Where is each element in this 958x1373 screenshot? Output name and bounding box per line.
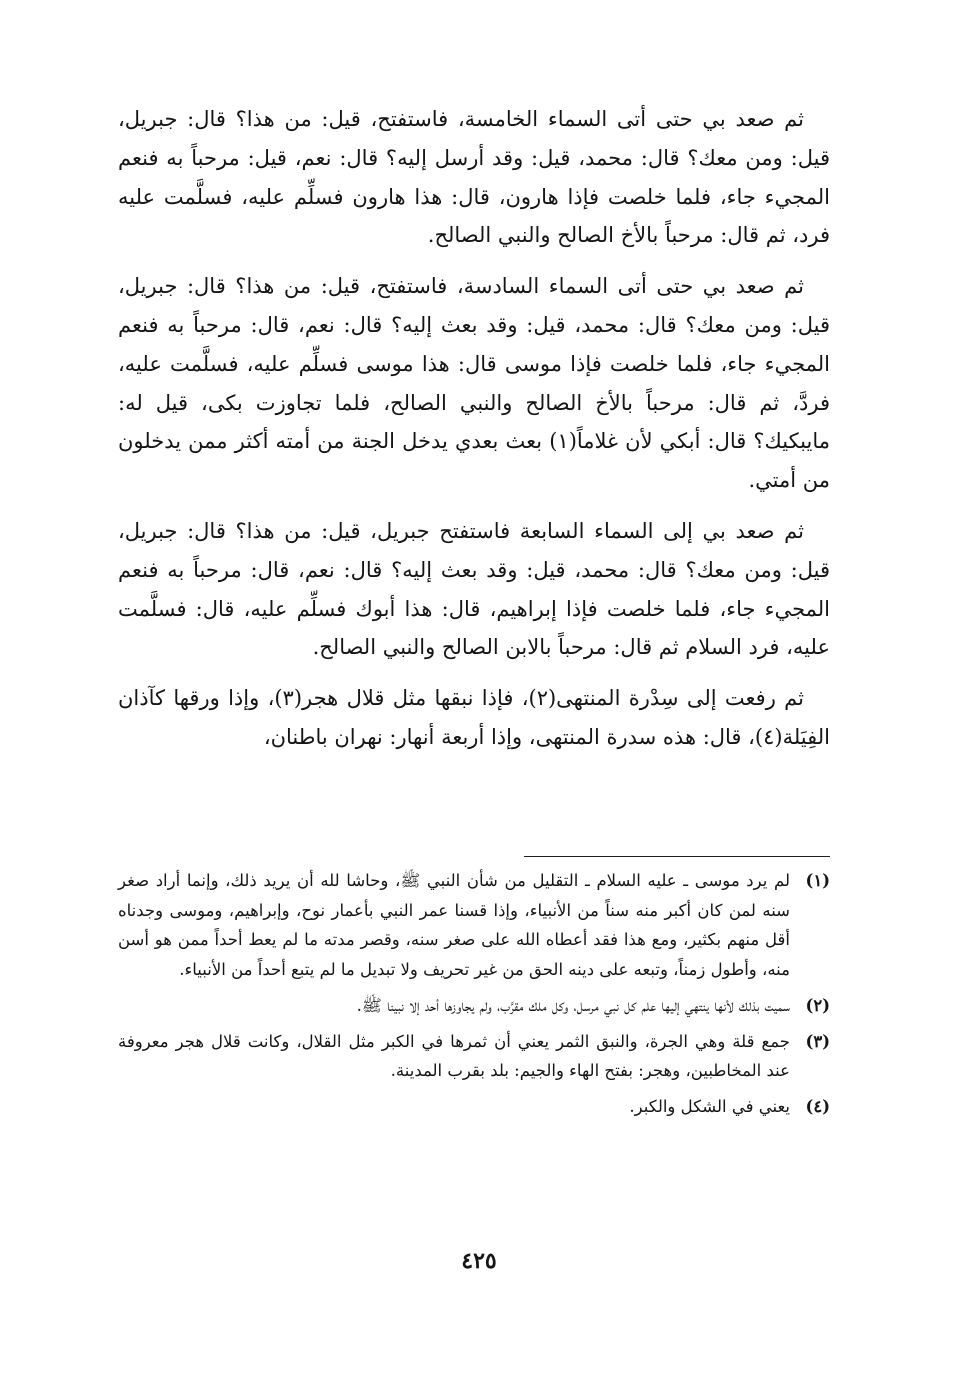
paragraph-sidrat-al-muntaha: ثم رفعت إلى سِدْرة المنتهى(٢)، فإذا نبقها مثل قلال هجر(٣)، وإذا ورقها كآذان الفِيَلة(٤)، قال: هذه سدرة المنتهى، وإذا أربعة أنهار: نهران باطنان،	[118, 686, 830, 749]
footnote-number: (٢)	[805, 995, 830, 1015]
footnote-2	[118, 991, 830, 1021]
footnote-text: جمع قلة وهي الجرة، والنبق الثمر يعني أن ثمرها في الكبر مثل القلال، وكانت قلال هجر معروفة عند المخاطبين، وهجر: بفتح الهاء والجيم: بلد بقرب المدينة.	[118, 1031, 790, 1081]
paragraph-sixth-heaven: ثم صعد بي حتى أتى السماء السادسة، فاستفتح، قيل: من هذا؟ قال: جبريل، قيل: ومن معك؟ قال: محمد، قيل: وقد بعث إليه؟ قال: نعم، قال: مرحباً به فنعم المجيء جاء، فلما خلصت فإذا موسى قال: هذا موسى فسلِّم عليه، فسلَّمت عليه، فردَّ، ثم قال: مرحباً بالأخ الصالح والنبي الصالح، فلما تجاوزت بكى، قيل له: مايبكيك؟ قال: أبكي لأن غلاماً(١) بعث بعدي يدخل الجنة من أمته أكثر ممن يدخلون من أمتي.	[118, 274, 831, 493]
footnote-text: لم يرد موسى ـ عليه السلام ـ التقليل من شأن النبي ﷺ، وحاشا لله أن يريد ذلك، وإنما أراد صغر سنه لمن كان أكبر منه سناً من الأنبياء، وإذا قسنا عمر النبي بأعمار نوح، وإبراهيم، وموسى وجدناه أقل منهم بكثير، ومع هذا فقد أعطاه الله على صغر سنه، وقصر مدته ما لم يعط أحداً ممن هو أسن منه، وأطول زمناً، وتبعه على دينه الحق من غير تحريف ولا تبديل ما لم يتبع أحداً من الأنبياء.	[118, 871, 790, 980]
footnotes-section	[118, 866, 830, 1128]
footnote-text: سميت بذلك لأنها ينتهي إليها علم كل نبي مرسل، وكل ملك مقرَّب، ولم يجاوزها أحد إلا نبينا ﷺ.	[356, 995, 790, 1015]
footnote-3	[118, 1027, 830, 1086]
paragraph-fifth-heaven: ثم صعد بي حتى أتى السماء الخامسة، فاستفتح، قيل: من هذا؟ قال: جبريل، قيل: ومن معك؟ قال: محمد، قيل: وقد أرسل إليه؟ قال: نعم، قيل: مرحباً به فنعم المجيء جاء، فلما خلصت فإذا هارون، قال: هذا هارون فسلِّم عليه، فسلَّمت عليه فرد، ثم قال: مرحباً بالأخ الصالح والنبي الصالح.	[118, 107, 830, 248]
page-number: ٤٢٥	[461, 1248, 497, 1274]
footnote-1	[118, 866, 830, 985]
footnote-number: (١)	[805, 871, 830, 890]
footnote-text: يعني في الشكل والكبر.	[629, 1096, 790, 1116]
footnote-4	[118, 1092, 830, 1122]
main-text	[118, 100, 830, 757]
paragraph-seventh-heaven: ثم صعد بي إلى السماء السابعة فاستفتح جبريل، قيل: من هذا؟ قال: جبريل، قيل: ومن معك؟ قال: محمد، قيل: وقد بعث إليه؟ قال: نعم، قال: مرحباً به فنعم المجيء جاء، فلما خلصت فإذا إبراهيم، قال: هذا أبوك فسلِّم عليه، قال: فسلَّمت عليه، فرد السلام ثم قال: مرحباً بالابن الصالح والنبي الصالح.	[118, 518, 830, 660]
footnote-number: (٤)	[805, 1096, 830, 1116]
footnote-number: (٣)	[805, 1031, 830, 1051]
footnote-divider	[524, 856, 830, 857]
